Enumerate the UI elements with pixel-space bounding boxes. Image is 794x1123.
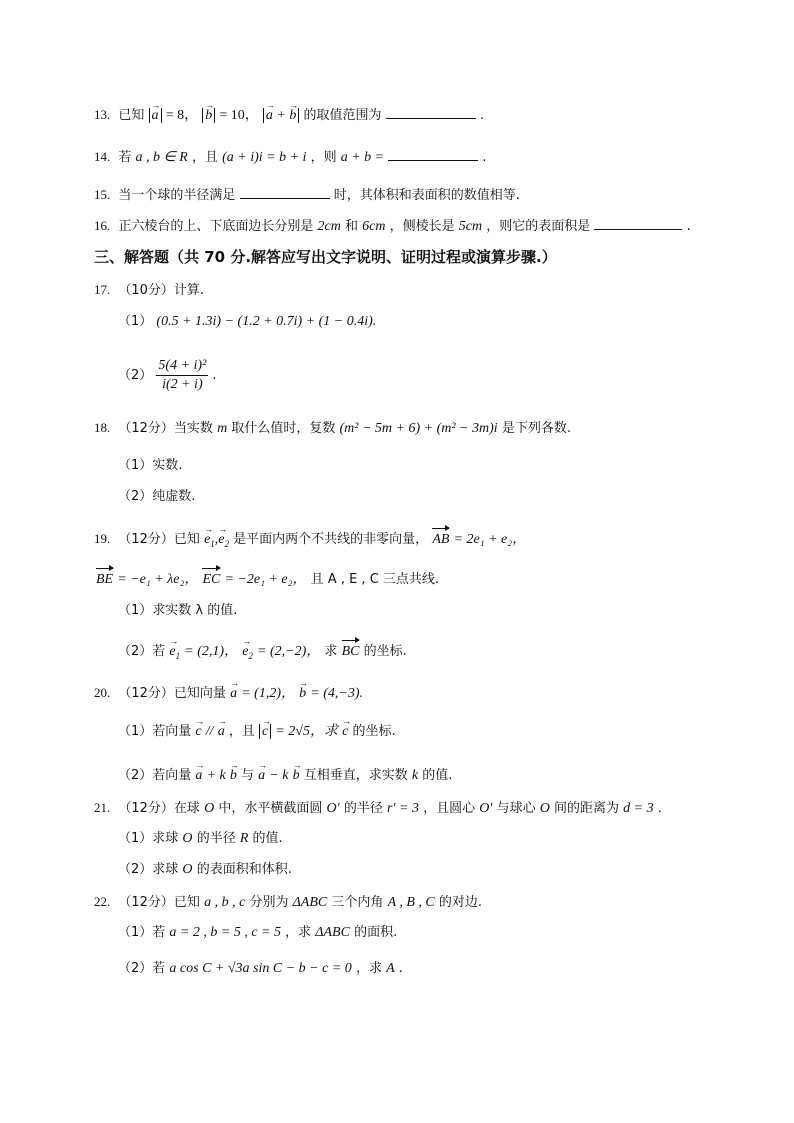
question-19-line-2: BE = −e₁ + λe₂， EC = −2e₁ + e₂， 且 A , E , C 三点共线. xyxy=(96,572,440,587)
question-15: 15. 当一个球的半径满足 时，其体积和表面积的数值相等. xyxy=(94,187,520,203)
question-20: 20. （12分）已知向量 → a = (1,2)， → b = (4,−3). xyxy=(94,684,363,703)
question-21-part-2: （2）求球 O 的表面积和体积. xyxy=(118,862,292,877)
answer-blank-13[interactable] xyxy=(386,106,476,119)
question-20-part-1: （1）若向量 → c // → a ，且 → c = 2√5，求 → c 的坐标. xyxy=(118,723,396,741)
question-21: 21. （12分）在球 O 中，水平横截面圆 O′ 的半径 r′ = 3 ，且圆心 O′ 与球心 O 间的距离为 d = 3 . xyxy=(94,800,662,816)
question-18: 18. （12分）当实数 m 取什么值时，复数 (m² − 5m + 6) + (m² − 3m)i 是下列各数. xyxy=(94,420,571,436)
question-17-part-1: （1） (0.5 + 1.3i) − (1.2 + 0.7i) + (1 − 0.4i). xyxy=(118,314,377,329)
question-22-part-1: （1）若 a = 2 , b = 5 , c = 5 ，求 ΔABC 的面积. xyxy=(118,925,398,940)
abs-a: → a xyxy=(149,108,162,123)
question-14: 14. 若 a , b ∈ R ，且 (a + i)i = b + i ，则 a + b = . xyxy=(94,149,487,165)
question-17: 17. （10分）计算. xyxy=(94,282,205,298)
question-13: 13. 已知 → a = 8， → b = 10， → a + → b 的取值范围为 . xyxy=(94,106,484,125)
answer-blank-14[interactable] xyxy=(388,148,478,161)
abs-a-plus-b: → a + → b xyxy=(263,108,299,123)
abs-b: → b xyxy=(202,108,215,123)
question-19: 19. （12分）已知 → $e_1,\to e_2$ 是平面内两个不共线的非零向量， AB = 2e₁ + e₂， xyxy=(94,530,526,553)
question-18-part-2: （2）纯虚数. xyxy=(118,489,196,504)
question-22-part-2: （2）若 a cos C + √3a sin C − b − c = 0 ，求 A . xyxy=(118,961,403,976)
question-16: 16. 正六棱台的上、下底面边长分别是 2cm 和 6cm ，侧棱长是 5cm ，则它的表面积是 . xyxy=(94,218,691,234)
question-19-part-2: （2）若 → $e_1 = (2,1)$， → $e_2 = (2,-2)$， 求 BC 的坐标. xyxy=(118,643,407,665)
question-18-part-1: （1）实数. xyxy=(118,458,183,473)
answer-blank-15[interactable] xyxy=(240,186,330,199)
question-22: 22. （12分）已知 a , b , c 分别为 ΔABC 三个内角 A , B , C 的对边. xyxy=(94,894,483,910)
question-19-part-1: （1）求实数 λ 的值. xyxy=(118,603,238,618)
answer-blank-16[interactable] xyxy=(594,217,682,230)
question-20-part-2: （2）若向量 → a + k → b 与 → a − k → b 互相垂直，求实数 k 的值. xyxy=(118,767,452,785)
section-3-title: 三、解答题（共 70 分.解答应写出文字说明、证明过程或演算步骤.） xyxy=(94,248,557,266)
question-21-part-1: （1）求球 O 的半径 R 的值. xyxy=(118,831,283,846)
question-17-part-2: （2） $\frac{\text{5(4 + i)²}}{i(2 + i)}$ . xyxy=(118,358,217,392)
fraction: $\frac{\text{5(4 + i)²}}{i(2 + i)}$ xyxy=(158,358,207,392)
